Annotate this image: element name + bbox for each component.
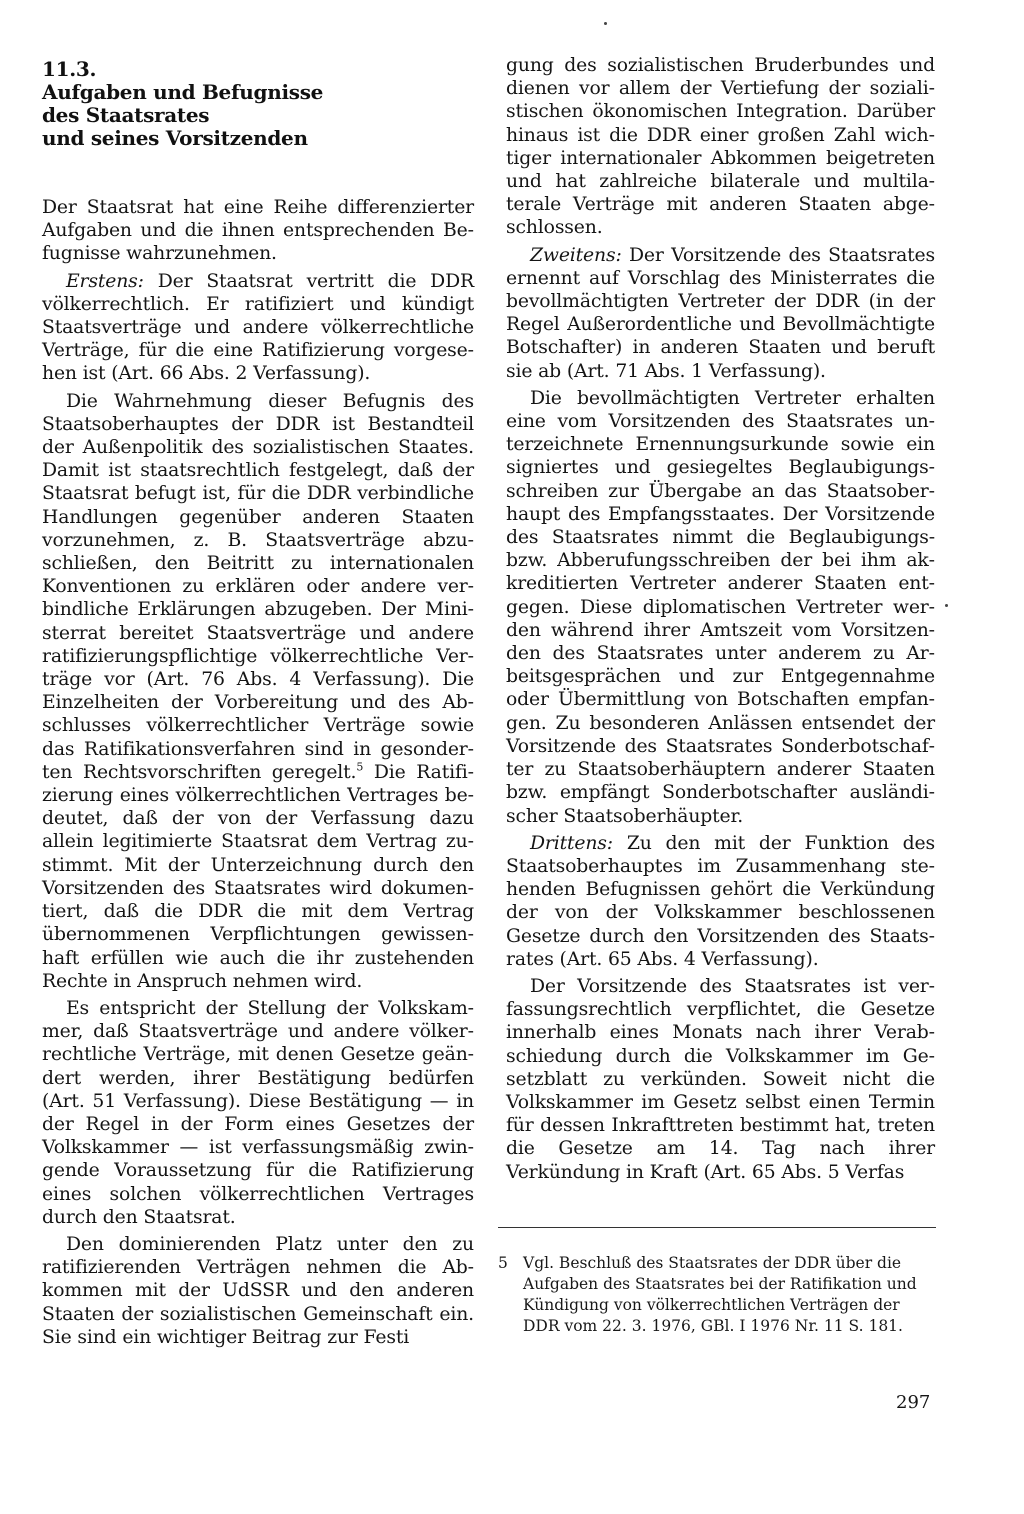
paragraph-text: Der Vorsitzende des Staatsrates ernennt auf Vorschlag des Ministerrates die bevollmächtigten Vertreter der DDR (in der Regel Außerordentliche und Bevollmächtigte Botschafter) in anderen Staaten und beruft sie ab (Art. 71 Abs. 1 Verfassung). xyxy=(506,244,935,382)
footnote xyxy=(498,1253,938,1337)
paragraph-text: Den dominierenden Platz unter den zu ratifizierenden Verträgen nehmen die Abkommen mit der UdSSR und den anderen Staaten der sozialistischen Gemeinschaft ein. Sie sind ein wichtiger Beitrag zur Festi xyxy=(42,1233,474,1348)
paragraph-text: gung des sozialistischen Bruderbundes und dienen vor allem der Vertiefung der sozialistischen ökonomischen Integration. Darüber hinaus ist die DDR einer großen Zahl wichtiger internationaler Abkommen beigetreten und hat zahlreiche bilaterale und multilaterale Verträge mit anderen Staaten abgeschlossen. xyxy=(506,55,935,239)
section-heading xyxy=(42,58,474,150)
paragraph-text: Der Staatsrat vertritt die DDR völkerrechtlich. Er ratifiziert und kündigt Staatsverträge und andere völkerrechtliche Verträge, für die eine Ratifizierung vorgesehen ist (Art. 66 Abs. 2 Verfassung). xyxy=(42,270,474,385)
paragraph xyxy=(42,196,474,266)
paragraph xyxy=(42,390,474,993)
footnote-reference: 5 xyxy=(356,760,364,774)
paragraph-text: Die Wahrnehmung dieser Befugnis des Staatsoberhauptes der DDR ist Bestandteil der Außenpolitik des sozialistischen Staates. Damit ist staatsrechtlich festgelegt, daß der Staatsrat befugt ist, für die DDR verbindliche Handlungen gegenüber anderen Staaten vorzunehmen, z. B. Staatsverträge abzuschließen, den Beitritt zu internationalen Konventionen zu erklären oder andere verbindliche Erklärungen abzugeben. Der Ministerrat bereitet Staatsverträge und andere ratifizierungspflichtige völkerrechtliche Verträge vor (Art. 76 Abs. 4 Verfassung). Die Einzelheiten der Vorbereitung und des Abschlusses völkerrechtlicher Verträge sowie das Ratifikationsverfahren sind in gesonderten Rechtsvorschriften geregelt. xyxy=(42,390,474,783)
paragraph xyxy=(506,832,935,971)
scan-speck xyxy=(604,22,607,25)
paragraph xyxy=(42,270,474,386)
section-number: 11.3. xyxy=(42,57,97,81)
paragraph xyxy=(42,997,474,1229)
scan-speck xyxy=(945,604,948,607)
paragraph-text: Es entspricht der Stellung der Volkskammer, daß Staatsverträge und andere völkerrechtliche Verträge, mit denen Gesetze geändert werden, ihrer Bestätigung bedürfen (Art. 51 Verfassung). Diese Bestätigung — in der Regel in der Form eines Gesetzes der Volkskammer — ist verfassungsmäßig zwingende Voraussetzung für die Ratifizierung eines solchen völkerrechtlichen Vertrages durch den Staatsrat. xyxy=(42,997,474,1228)
paragraph xyxy=(506,54,935,240)
paragraph-text: Der Staatsrat hat eine Reihe differenzierter Aufgaben und die ihnen entsprechenden Befugnisse wahrzunehmen. xyxy=(42,197,474,265)
paragraph-lead: Zweitens: xyxy=(530,244,622,266)
left-column xyxy=(42,54,474,1349)
footnote-number: 5 xyxy=(498,1254,508,1272)
section-title-line-1: Aufgaben und Befugnisse xyxy=(42,80,324,104)
right-column xyxy=(506,54,935,1184)
paragraph-text: Der Vorsitzende des Staatsrates ist verfassungsrechtlich verpflichtet, die Gesetze innerhalb eines Monats nach ihrer Verabschiedung durch die Volkskammer im Gesetzblatt zu verkünden. Soweit nicht die Volkskammer im Gesetz selbst einen Termin für dessen Inkrafttreten bestimmt hat, treten die Gesetze am 14. Tag nach ihrer Verkündung in Kraft (Art. 65 Abs. 5 Verfas xyxy=(506,975,935,1183)
paragraph xyxy=(506,244,935,383)
paragraph-text: Die bevollmächtigten Vertreter erhalten eine vom Vorsitzenden des Staatsrates unterzeichnete Ernennungsurkunde sowie ein signiertes und gesiegeltes Beglaubigungsschreiben zur Übergabe an das Staatsoberhaupt des Empfangsstaates. Der Vorsitzende des Staatsrates nimmt die Beglaubigungs- bzw. Abberufungsschreiben der bei ihm akkreditierten Vertreter anderer Staaten entgegen. Diese diplomatischen Vertreter werden während ihrer Amtszeit vom Vorsitzenden des Staatsrates unter anderem zu Arbeitsgesprächen und zur Entgegennahme oder Übermittlung von Botschaften empfangen. Zu besonderen Anlässen entsendet der Vorsitzende des Staatsrates Sonderbotschafter zu Staatsoberhäuptern anderer Staaten bzw. empfängt Sonderbotschafter ausländischer Staatsoberhäupter. xyxy=(506,387,935,827)
paragraph xyxy=(506,387,935,828)
paragraph xyxy=(42,1233,474,1349)
paragraph-lead: Drittens: xyxy=(530,832,613,854)
footnote-text: Vgl. Beschluß des Staatsrates der DDR über die Aufgaben des Staatsrates bei der Ratifikation und Kündigung von völkerrechtlichen Verträgen der DDR vom 22. 3. 1976, GBl. I 1976 Nr. 11 S. 181. xyxy=(523,1254,917,1335)
paragraph xyxy=(506,975,935,1184)
section-title-line-2: des Staatsrates xyxy=(42,103,210,127)
section-title-line-3: und seines Vorsitzenden xyxy=(42,126,308,150)
paragraph-text-continued: Die Ratifizierung eines völkerrechtlichen Vertrages bedeutet, daß der von der Verfassung dazu allein legitimierte Staatsrat dem Vertrag zustimmt. Mit der Unterzeichnung durch den Vorsitzenden des Staatsrates wird dokumentiert, daß die DDR die mit dem Vertrag übernommenen Verpflichtungen gewissenhaft erfüllen wie auch die ihr zustehenden Rechte in Anspruch nehmen wird. xyxy=(42,761,474,992)
page-number: 297 xyxy=(896,1392,931,1413)
paragraph-lead: Erstens: xyxy=(66,270,144,292)
paragraph-text: Zu den mit der Funktion des Staatsoberhauptes im Zusammenhang stehenden Befugnissen gehört die Verkündung der von der Volkskammer beschlossenen Gesetze durch den Vorsitzenden des Staatsrates (Art. 65 Abs. 4 Verfassung). xyxy=(506,832,935,970)
footnote-divider xyxy=(498,1227,936,1228)
